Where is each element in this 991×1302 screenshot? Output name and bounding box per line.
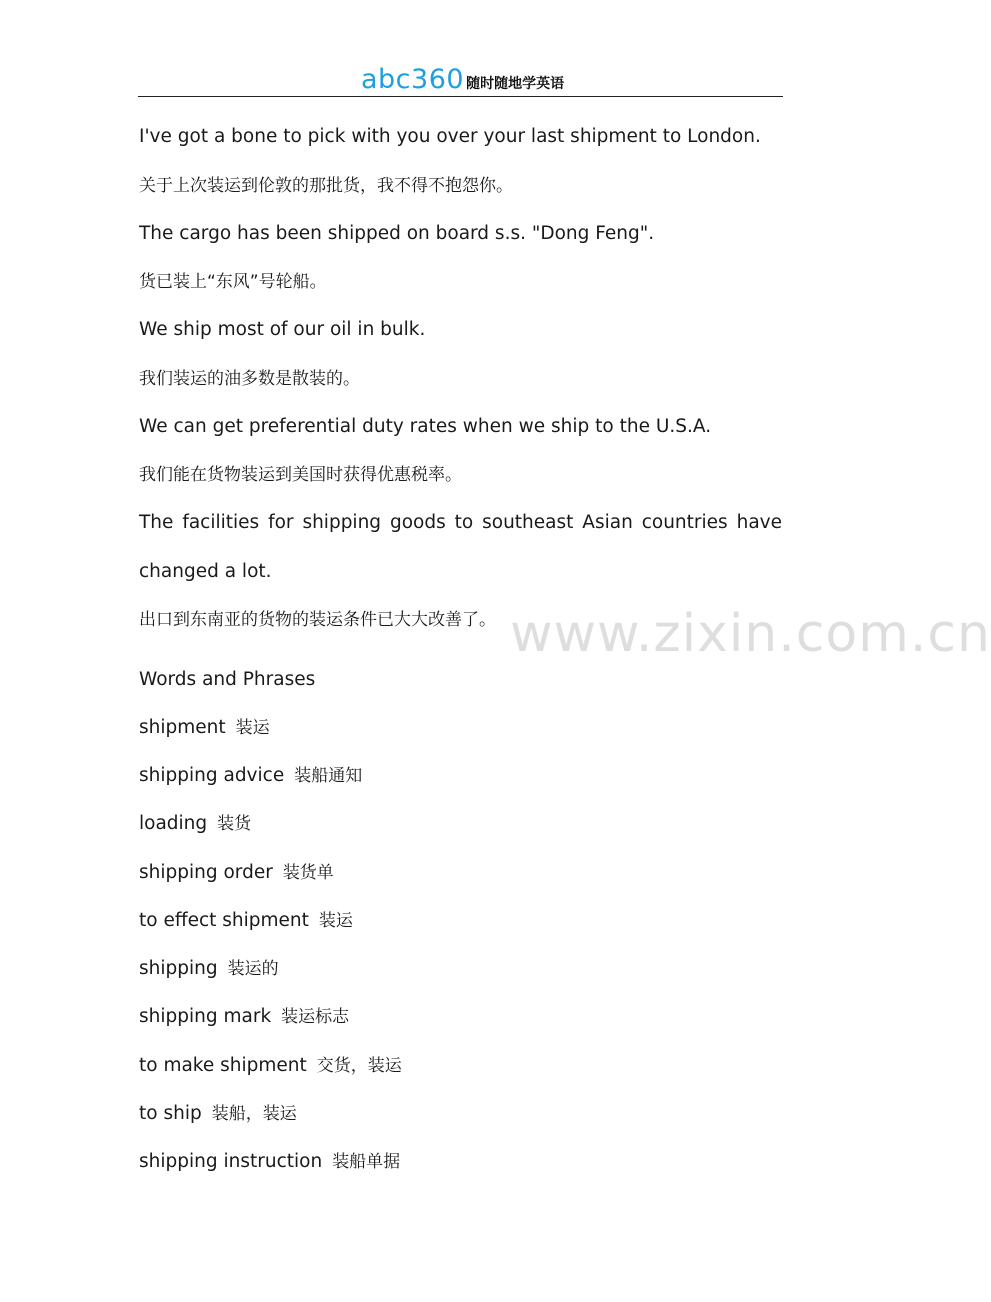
abc360-logo <box>361 66 564 98</box>
vocab-translation: 装运 <box>318 911 353 931</box>
vocab-translation: 装货 <box>217 814 252 834</box>
vocab-term: to effect shipment <box>139 910 309 931</box>
vocab-item <box>139 811 251 837</box>
vocab-term: shipping mark <box>139 1006 272 1027</box>
sentence-en: We can get preferential duty rates when we ship to the U.S.A. <box>139 416 712 437</box>
watermark: www.zixin.com.cn <box>510 604 991 664</box>
sentence-zh: 关于上次装运到伦敦的那批货，我不得不抱怨你。 <box>139 176 513 196</box>
vocab-item <box>139 1053 402 1079</box>
sentence-en-continued: changed a lot. <box>139 561 272 582</box>
vocab-term: shipment <box>139 717 226 738</box>
vocab-translation: 装运的 <box>227 959 279 979</box>
vocab-term: to make shipment <box>139 1055 307 1076</box>
vocab-item <box>139 860 334 886</box>
sentence-zh: 出口到东南亚的货物的装运条件已大大改善了。 <box>139 610 496 630</box>
vocab-item <box>139 908 353 934</box>
sentence-en: We ship most of our oil in bulk. <box>139 319 426 340</box>
vocab-translation: 装运标志 <box>281 1007 350 1027</box>
sentence-en: I've got a bone to pick with you over your last shipment to London. <box>139 126 761 147</box>
vocab-item <box>139 1149 400 1175</box>
vocab-term: shipping instruction <box>139 1151 323 1172</box>
logo-slogan: 随时随地学英语 <box>466 76 565 92</box>
sentence-en: The cargo has been shipped on board s.s. "Dong Feng". <box>139 223 655 244</box>
vocab-item <box>139 763 362 789</box>
sentence-zh: 我们装运的油多数是散装的。 <box>139 369 360 389</box>
sentence-en: The facilities for shipping goods to southeast Asian countries have <box>139 512 782 533</box>
vocab-item <box>139 715 270 741</box>
section-title: Words and Phrases <box>139 669 316 690</box>
vocab-term: to ship <box>139 1103 202 1124</box>
vocab-translation: 装船通知 <box>294 766 363 786</box>
vocab-item <box>139 956 279 982</box>
sentence-zh: 货已装上“东风”号轮船。 <box>139 272 327 292</box>
page-header <box>138 62 783 97</box>
vocab-translation: 装货单 <box>282 863 334 883</box>
sentence-zh: 我们能在货物装运到美国时获得优惠税率。 <box>139 465 462 485</box>
logo-wordmark: abc360 <box>361 64 465 95</box>
vocab-item <box>139 1004 349 1030</box>
vocab-term: loading <box>139 813 208 834</box>
vocab-term: shipping advice <box>139 765 285 786</box>
vocab-item <box>139 1101 297 1127</box>
vocab-translation: 交货，装运 <box>316 1056 402 1076</box>
vocab-term: shipping <box>139 958 218 979</box>
vocab-term: shipping order <box>139 862 273 883</box>
vocab-translation: 装船，装运 <box>211 1104 297 1124</box>
vocab-translation: 装船单据 <box>332 1152 401 1172</box>
vocab-translation: 装运 <box>235 718 270 738</box>
